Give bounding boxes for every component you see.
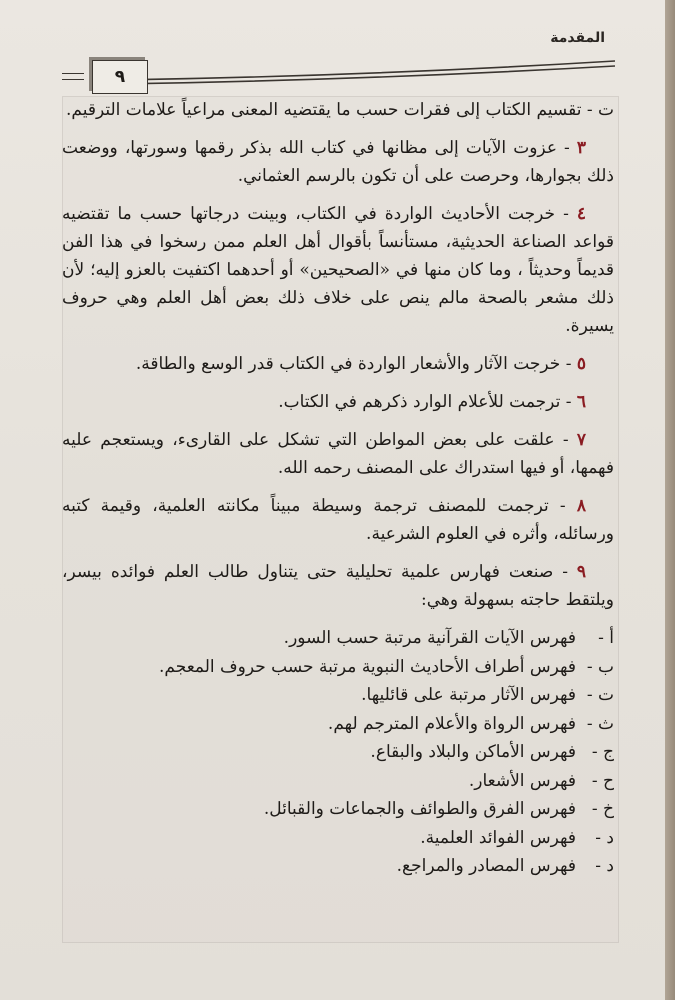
index-label: ت - bbox=[586, 685, 614, 705]
index-label: د - bbox=[595, 856, 614, 876]
paragraph-label: ت - bbox=[586, 100, 614, 120]
index-label: ح - bbox=[591, 770, 614, 791]
running-title: المقدمة bbox=[550, 30, 605, 46]
paragraph-text: تقسيم الكتاب إلى فقرات حسب ما يقتضيه المعنى مراعياً علامات الترقيم. bbox=[65, 100, 582, 120]
index-text: فهرس الآثار مرتبة على قائليها. bbox=[361, 685, 576, 705]
index-text: فهرس أطراف الأحاديث النبوية مرتبة حسب حروف المعجم. bbox=[159, 656, 576, 677]
page-number-badge bbox=[92, 60, 148, 94]
item-text: - علقت على بعض المواطن التي تشكل على القارىء، ويستعجم عليه فهمها، أو فيها استدراك على المصنف رحمه الله. bbox=[62, 430, 614, 478]
index-label: ب - bbox=[586, 656, 614, 677]
index-list-item bbox=[62, 653, 614, 682]
index-text: فهرس الآيات القرآنية مرتبة حسب السور. bbox=[283, 628, 576, 648]
numbered-item-5 bbox=[62, 350, 614, 378]
numbered-item-4 bbox=[62, 200, 614, 340]
numbered-item-6 bbox=[62, 388, 614, 416]
item-text: - ترجمت للمصنف ترجمة وسيطة مبيناً مكانته العلمية، وقيمة كتبه ورسائله، وأثره في العلوم الشرعية. bbox=[62, 496, 614, 544]
item-number: ٧ bbox=[576, 430, 586, 450]
numbered-item-9 bbox=[62, 558, 614, 614]
index-label: د - bbox=[595, 827, 614, 848]
body-text bbox=[62, 96, 614, 881]
index-list-item bbox=[62, 852, 614, 881]
numbered-item-3 bbox=[62, 134, 614, 190]
index-label: خ - bbox=[591, 799, 614, 819]
item-number: ٣ bbox=[576, 138, 586, 158]
header-double-rule bbox=[118, 56, 615, 86]
book-edge bbox=[665, 0, 675, 1000]
index-text: فهرس الفوائد العلمية. bbox=[420, 827, 576, 848]
item-number: ٨ bbox=[576, 496, 586, 516]
index-text: فهرس الأشعار. bbox=[468, 770, 576, 791]
item-number: ٦ bbox=[576, 392, 586, 412]
header-rule-left-segment bbox=[62, 73, 84, 80]
numbered-item-7 bbox=[62, 426, 614, 482]
index-list-item bbox=[62, 681, 614, 710]
page-number: ٩ bbox=[114, 67, 126, 87]
index-list-item bbox=[62, 624, 614, 653]
item-number: ٩ bbox=[576, 562, 586, 582]
numbered-item-8 bbox=[62, 492, 614, 548]
index-list-item bbox=[62, 738, 614, 767]
index-list bbox=[62, 624, 614, 881]
index-list-item bbox=[62, 710, 614, 739]
item-text: - ترجمت للأعلام الوارد ذكرهم في الكتاب. bbox=[278, 392, 572, 412]
item-text: - خرجت الآثار والأشعار الواردة في الكتاب قدر الوسع والطاقة. bbox=[135, 354, 572, 374]
index-text: فهرس الأماكن والبلاد والبقاع. bbox=[370, 742, 576, 762]
index-text: فهرس الرواة والأعلام المترجم لهم. bbox=[327, 713, 576, 734]
item-number: ٥ bbox=[576, 354, 586, 374]
item-text: - عزوت الآيات إلى مظانها في كتاب الله بذكر رقمها وسورتها، ووضعت ذلك بجوارها، وحرصت على أن تكون بالرسم العثماني. bbox=[62, 138, 614, 186]
item-text: - صنعت فهارس علمية تحليلية حتى يتناول طالب العلم فوائده بيسر، ويلتقط حاجته بسهولة وهي: bbox=[62, 562, 614, 610]
index-label: ث - bbox=[586, 713, 614, 734]
index-text: فهرس الفرق والطوائف والجماعات والقبائل. bbox=[263, 799, 576, 819]
index-text: فهرس المصادر والمراجع. bbox=[396, 856, 576, 876]
index-list-item bbox=[62, 795, 614, 824]
item-number: ٤ bbox=[576, 204, 587, 224]
index-label: ج - bbox=[591, 742, 614, 762]
index-label: أ - bbox=[598, 628, 614, 648]
paragraph-ta bbox=[62, 96, 614, 124]
index-list-item bbox=[62, 767, 614, 796]
index-list-item bbox=[62, 824, 614, 853]
item-text: - خرجت الأحاديث الواردة في الكتاب، وبينت درجاتها حسب ما تقتضيه قواعد الصناعة الحديثية، مستأنساً بأقوال أهل العلم ممن رسخوا في هذا الفن قديماً وحديثاً ، وما كان منها في «الصحيحين» أو أحدهما اكتفيت بالعزو إليه؛ لأن ذلك مشعر بالصحة مالم ينص على خلاف ذلك بعض أهل العلم وهي حروف يسيرة. bbox=[62, 204, 614, 336]
